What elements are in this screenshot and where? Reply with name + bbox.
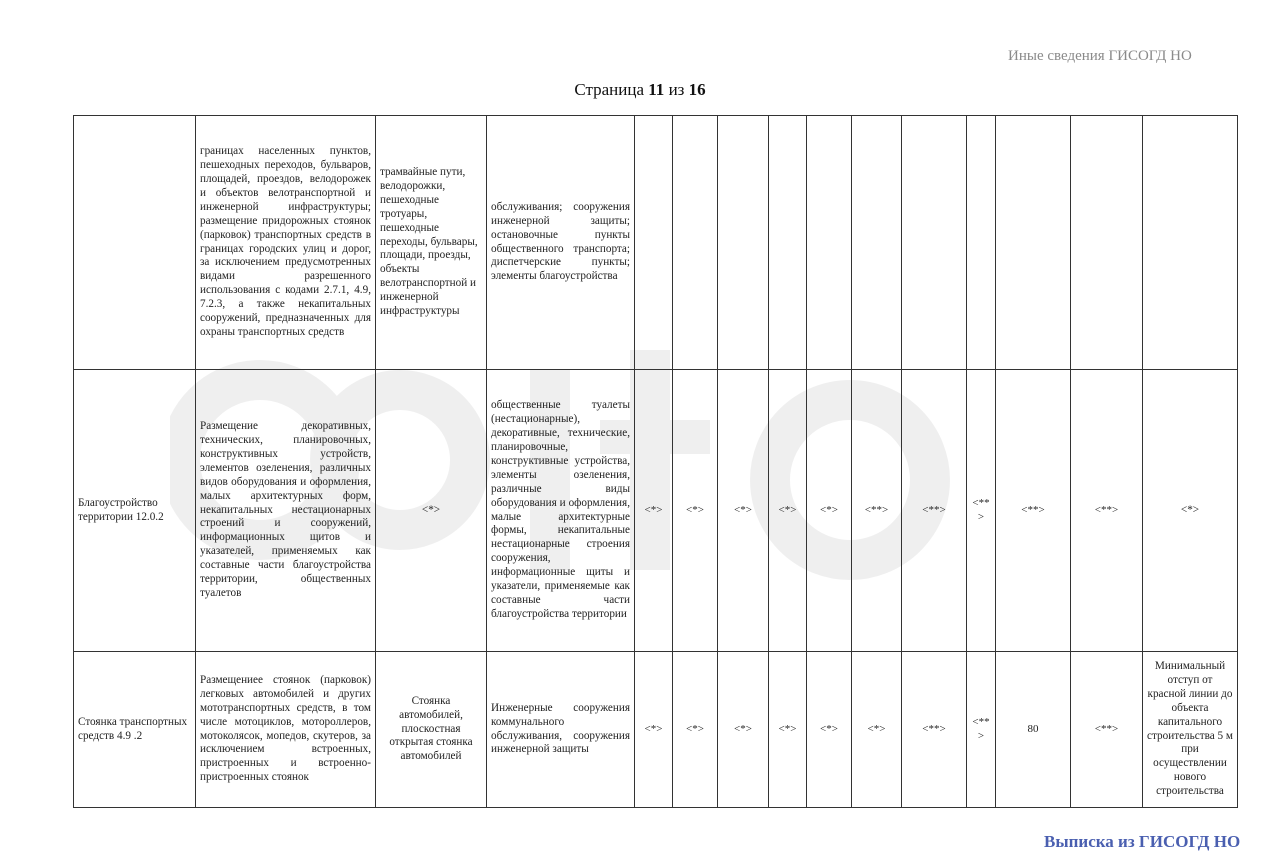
param-note-cell: Минимальный отступ от красной линии до объекта капитального строительства 5 м при осуществлении нового строительства bbox=[1143, 652, 1238, 808]
page-total: 16 bbox=[688, 80, 706, 99]
param-cell: <*> bbox=[718, 370, 769, 652]
param-cell: <*> bbox=[673, 370, 718, 652]
param-cell: <*> bbox=[635, 370, 673, 652]
bottom-stamp: Выписка из ГИСОГД НО bbox=[1044, 832, 1241, 851]
table-row bbox=[74, 370, 1238, 652]
table-row bbox=[74, 116, 1238, 370]
page-counter bbox=[0, 80, 1280, 100]
param-cell bbox=[967, 116, 996, 370]
param-cell: <**> bbox=[1071, 652, 1143, 808]
param-cell: <**> bbox=[852, 370, 902, 652]
param-cell: <**> bbox=[967, 652, 996, 808]
param-cell bbox=[718, 116, 769, 370]
param-cell bbox=[807, 116, 852, 370]
param-cell: 80 bbox=[996, 652, 1071, 808]
param-cell: <*> bbox=[635, 652, 673, 808]
auxiliary-objects-cell: обслуживания; сооружения инженерной защиты; остановочные пункты общественного транспорта; диспетчерские пункты; элементы благоустройства bbox=[487, 116, 635, 370]
permitted-use-table bbox=[73, 115, 1238, 808]
param-cell: <*> bbox=[807, 652, 852, 808]
use-description-cell: Размещение декоративных, технических, планировочных, конструктивных устройств, элементов озеленения, различных видов оборудования и оформления, малых архитектурных форм, некапитальных нестационарных строений и сооружений, информационных щитов и указателей, применяемых как составные части благоустройства территории, общественных туалетов bbox=[196, 370, 376, 652]
param-cell: <**> bbox=[902, 652, 967, 808]
param-cell: <*> bbox=[807, 370, 852, 652]
param-cell: <*> bbox=[673, 652, 718, 808]
page-current: 11 bbox=[648, 80, 665, 99]
main-objects-cell: Стоянка автомобилей, плоскостная открытая стоянка автомобилей bbox=[376, 652, 487, 808]
use-name-cell: Стоянка транспортных средств 4.9 .2 bbox=[74, 652, 196, 808]
param-cell bbox=[1071, 116, 1143, 370]
param-cell: <*> bbox=[769, 370, 807, 652]
auxiliary-objects-cell: общественные туалеты (нестационарные), декоративные, технические, планировочные, конструктивные устройства, элементы озеленения, различные виды оборудования и оформления, малые архитектурные формы, некапитальные нестационарные строения сооружения, информационные щиты и указатели, применяемые как составные части благоустройства территории bbox=[487, 370, 635, 652]
param-cell: <*> bbox=[769, 652, 807, 808]
main-objects-cell: трамвайные пути, велодорожки, пешеходные тротуары, пешеходные переходы, бульвары, площади, проезды, объекты велотранспортной и инженерной инфраструктуры bbox=[376, 116, 487, 370]
page-sep: из bbox=[668, 80, 685, 99]
param-cell bbox=[902, 116, 967, 370]
param-cell: <**> bbox=[1071, 370, 1143, 652]
use-description-cell: Размещениее стоянок (парковок) легковых автомобилей и других мототранспортных средств, в том числе мотоциклов, мотороллеров, мотоколясок, мопедов, скутеров, за исключением встроенных, пристроенных и встроенно-пристроенных стоянок bbox=[196, 652, 376, 808]
param-cell: <**> bbox=[967, 370, 996, 652]
auxiliary-objects-cell: Инженерные сооружения коммунального обслуживания, сооружения инженерной защиты bbox=[487, 652, 635, 808]
param-cell bbox=[673, 116, 718, 370]
param-note-cell bbox=[1143, 116, 1238, 370]
main-objects-cell: <*> bbox=[376, 370, 487, 652]
param-cell: <**> bbox=[902, 370, 967, 652]
header-note: Иные сведения ГИСОГД НО bbox=[1008, 48, 1192, 64]
page-prefix: Страница bbox=[574, 80, 644, 99]
table-row bbox=[74, 652, 1238, 808]
use-description-cell: границах населенных пунктов, пешеходных переходов, бульваров, площадей, проездов, велодорожек и объектов велотранспортной и инженерной инфраструктуры; размещение придорожных стоянок (парковок) транспортных средств в границах городских улиц и дорог, за исключением предусмотренных видами разрешенного использования с кодами 2.7.1, 4.9, 7.2.3, а также некапитальных сооружений, предназначенных для охраны транспортных средств bbox=[196, 116, 376, 370]
param-note-cell: <*> bbox=[1143, 370, 1238, 652]
param-cell bbox=[996, 116, 1071, 370]
param-cell: <*> bbox=[852, 652, 902, 808]
use-name-cell bbox=[74, 116, 196, 370]
param-cell: <**> bbox=[996, 370, 1071, 652]
param-cell: <*> bbox=[718, 652, 769, 808]
param-cell bbox=[635, 116, 673, 370]
param-cell bbox=[769, 116, 807, 370]
param-cell bbox=[852, 116, 902, 370]
use-name-cell: Благоустройство территории 12.0.2 bbox=[74, 370, 196, 652]
